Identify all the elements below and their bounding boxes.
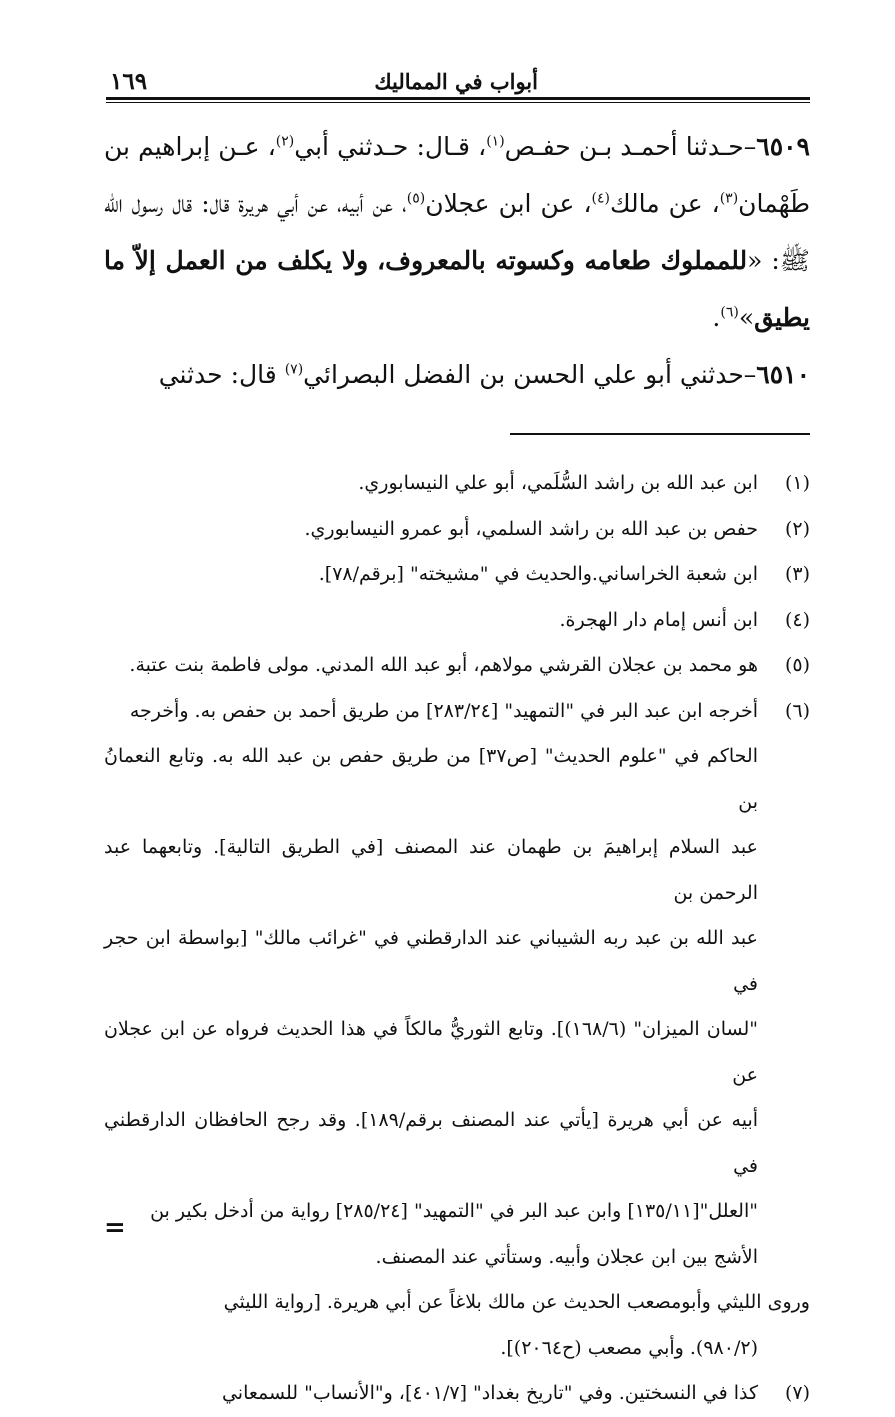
running-title: أبواب في المماليك xyxy=(374,69,538,94)
hadith-text: ، عن ابن عجلان xyxy=(425,189,592,218)
hadith-text: –حدثني أبو علي الحسن بن الفضل البصرائي xyxy=(303,360,757,389)
footnote-line: (٩٨٠/٢). وأبي مصعب (ح٢٠٦٤)]. xyxy=(500,1336,758,1359)
continuation-mark: = xyxy=(104,1213,126,1243)
footnote-text: ابن شعبة الخراساني.والحديث في "مشيخته" [برقم/٧٨]. xyxy=(318,563,758,585)
footnote-ref: (١) xyxy=(486,133,505,150)
hadith-text: ، قـال: حـدثني أبي xyxy=(294,132,487,161)
page-number: ١٦٩ xyxy=(110,68,148,95)
footnote-number: (٣) xyxy=(784,563,810,585)
footnote-text: هو محمد بن عجلان القرشي مولاهم، أبو عبد الله المدني. مولى فاطمة بنت عتبة. xyxy=(129,654,758,676)
hadith-text: ، عن مالك xyxy=(609,189,720,218)
hadith-text: » xyxy=(738,303,755,332)
hadith-number: ٦٥٠٩ xyxy=(756,132,810,161)
footnotes xyxy=(104,461,810,1417)
footnote-number: (٦) xyxy=(784,699,810,722)
footnote-number: (١) xyxy=(784,472,810,494)
footnote-text: ابن أنس إمام دار الهجرة. xyxy=(559,608,758,631)
hadith-text: ، عـن xyxy=(218,132,276,161)
running-header xyxy=(106,66,810,100)
footnote-5 xyxy=(104,643,810,689)
footnote-separator xyxy=(510,433,810,435)
footnote-1 xyxy=(104,461,810,507)
hadith-matn: للمملوك طعامه وكسوته بالمعروف، xyxy=(377,246,748,275)
footnote-number: (٥) xyxy=(784,654,810,676)
footnote-line: أبيه عن أبي هريرة [يأتي عند المصنف برقم/١٨٩]. وقد رجح الحافظان الدارقطني في xyxy=(104,1109,759,1177)
footnote-text: حفص بن عبد الله بن راشد السلمي، أبو عمرو النيسابوري. xyxy=(304,517,758,540)
hadith-text: أبي هريرة قال: قال رسول الله ﷺ: « xyxy=(104,189,810,275)
footnote-7 xyxy=(104,1371,810,1417)
footnote-ref: (٧) xyxy=(284,361,304,378)
footnote-4 xyxy=(104,598,810,644)
footnote-number: (٤) xyxy=(784,608,810,631)
hadith-matn: ولا يكلف من العمل إلاّ ما يطيق xyxy=(104,246,810,332)
main-text xyxy=(104,118,810,403)
footnote-line: "لسان الميزان" (١٦٨/٦)]. وتابع الثوريُّ مالكاً في هذا الحديث فرواه عن ابن عجلان عن xyxy=(104,1018,758,1086)
header-rule-thick xyxy=(106,97,810,100)
hadith-6510 xyxy=(104,346,810,403)
footnote-2 xyxy=(104,507,810,553)
footnote-ref: (٦) xyxy=(720,304,739,321)
footnote-line: الحاكم في "علوم الحديث" [ص٣٧] من طريق حفص بن عبد الله به. وتابع النعمانُ بن xyxy=(104,745,758,813)
footnote-number: (٧) xyxy=(784,1382,810,1404)
footnote-line: أخرجه ابن عبد البر في "التمهيد" [٢٨٣/٢٤] من طريق أحمد بن حفص به. وأخرجه xyxy=(129,699,758,722)
footnote-3 xyxy=(104,552,810,598)
footnote-6-continuation xyxy=(104,1280,810,1371)
footnote-ref: (٥) xyxy=(406,190,426,207)
footnote-line: عبد الله بن عبد ربه الشيباني عند الدارقطني في "غرائب مالك" [بواسطة ابن حجر في xyxy=(104,927,758,995)
footnote-ref: (٤) xyxy=(591,190,610,207)
hadith-text: إبراهيم بن طَهْمان xyxy=(104,132,811,218)
footnote-text: كذا في النسختين. وفي "تاريخ بغداد" [٤٠١/٧]، و"الأنساب" للسمعاني xyxy=(221,1382,758,1404)
header-rule-thin xyxy=(106,102,810,103)
hadith-number: ٦٥١٠ xyxy=(756,360,810,389)
hadith-text: ، عن أبيه، عن xyxy=(307,189,407,218)
footnote-line: "العلل"[١٣٥/١١] وابن عبد البر في "التمهيد" [٢٨٥/٢٤] رواية من أدخل بكير بن xyxy=(150,1200,758,1222)
footnote-ref: (٢) xyxy=(275,133,295,150)
footnote-number: (٢) xyxy=(784,517,810,540)
footnote-ref: (٣) xyxy=(719,190,739,207)
footnote-line: وروى الليثي وأبومصعب الحديث عن مالك بلاغاً عن أبي هريرة. [رواية الليثي xyxy=(223,1291,810,1313)
footnote-line: عبد السلام إبراهيمَ بن طهمان عند المصنف [في الطريق التالية]. وتابعهما عبد الرحمن بن xyxy=(104,836,758,904)
hadith-text: –حـدثنا أحمـد بـن حفـص xyxy=(504,132,757,161)
footnote-text: ابن عبد الله بن راشد السُّلَمي، أبو علي النيسابوري. xyxy=(358,472,758,494)
hadith-6509 xyxy=(104,118,810,346)
footnote-6 xyxy=(104,689,810,1281)
footnote-line: الأشج بين ابن عجلان وأبيه. وستأتي عند المصنف. xyxy=(375,1245,758,1268)
hadith-text: . xyxy=(712,303,721,332)
hadith-text: قال: حدثني xyxy=(158,360,285,389)
